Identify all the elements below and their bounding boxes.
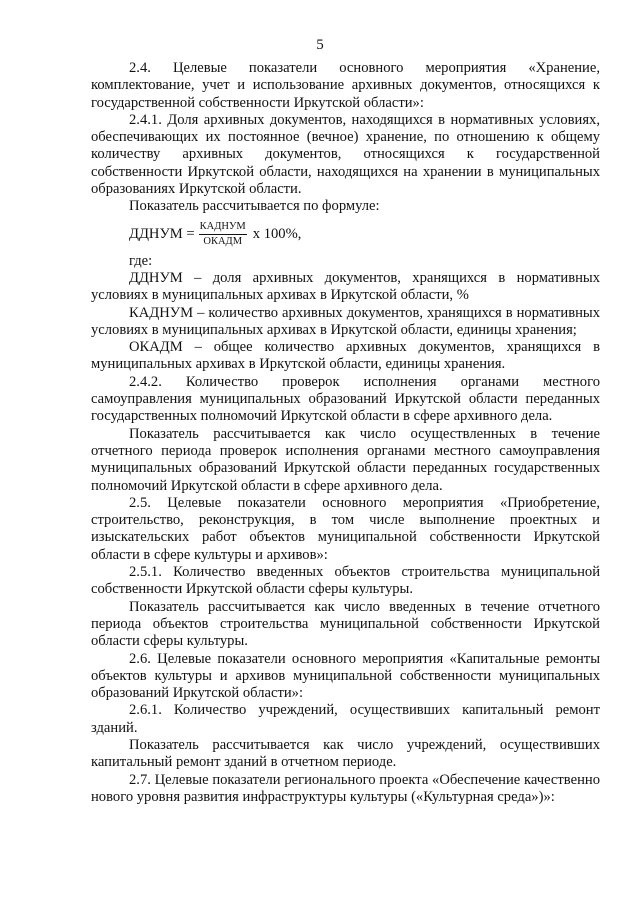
document-body [91, 60, 600, 806]
calculation-2-5-1: Показатель рассчитывается как число введенных в течение отчетного периода объектов строительства муниципальной собственности Иркутской области сферы культуры. [91, 598, 600, 650]
formula-fraction [199, 221, 247, 248]
formula-lhs: ДДНУМ = [129, 226, 195, 243]
calculation-2-6-1: Показатель рассчитывается как число учреждений, осуществивших капитальный ремонт зданий в отчетном периоде. [91, 736, 600, 771]
definition-kadnum: КАДНУМ – количество архивных документов, хранящихся в нормативных условиях в муниципальных архивах в Иркутской области, единицы хранения; [91, 304, 600, 338]
formula-rhs: х 100%, [252, 226, 302, 243]
indicator-2-6-1: 2.6.1. Количество учреждений, осуществивших капитальный ремонт зданий. [91, 702, 600, 736]
page-number: 5 [316, 37, 324, 53]
indicator-2-5-1: 2.5.1. Количество введенных объектов строительства муниципальной собственности Иркутской области сферы культуры. [91, 564, 600, 598]
section-2-6-heading: 2.6. Целевые показатели основного мероприятия «Капитальные ремонты объектов культуры и архивов муниципальной собственности муниципальных образований Иркутской области»: [91, 650, 600, 702]
calculation-2-4-2: Показатель рассчитывается как число осуществленных в течение отчетного периода проверок исполнения органами местного самоуправления муниципальных образований Иркутской области переданных государственных полномочий Иркутской области в сфере архивного дела. [91, 425, 600, 494]
section-2-4-heading: 2.4. Целевые показатели основного мероприятия «Хранение, комплектование, учет и использование архивных документов, относящихся к государственной собственности Иркутской области»: [91, 60, 600, 111]
formula-denominator: ОКАДМ [203, 236, 243, 248]
indicator-2-4-2: 2.4.2. Количество проверок исполнения органами местного самоуправления муниципальных образований Иркутской области переданных государственных полномочий Иркутской области в сфере архивного дела. [91, 373, 600, 425]
section-2-7-heading: 2.7. Целевые показатели регионального проекта «Обеспечение качественно нового уровня развития инфраструктуры культуры («Культурная среда»)»: [91, 771, 600, 805]
section-2-5-heading: 2.5. Целевые показатели основного мероприятия «Приобретение, строительство, реконструкция, в том числе выполнение проектных и изыскательских работ объектов муниципальной собственности Иркутской области в сфере культуры и архивов»: [91, 494, 600, 563]
indicator-2-4-1: 2.4.1. Доля архивных документов, находящихся в нормативных условиях, обеспечивающих их постоянное (вечное) хранение, по отношению к общему количеству архивных документов, относящихся к государственной собственности Иркутской области, находящихся на хранении в муниципальных образованиях Иркутской области. [91, 111, 600, 198]
definition-okadm: ОКАДМ – общее количество архивных документов, хранящихся в муниципальных архивах в Иркутской области, единицы хранения. [91, 339, 600, 373]
where-label: где: [129, 252, 153, 269]
formula [91, 219, 600, 251]
formula-intro: Показатель рассчитывается по формуле: [129, 198, 380, 215]
definition-ddnum: ДДНУМ – доля архивных документов, хранящихся в нормативных условиях в муниципальных архивах в Иркутской области, % [91, 269, 600, 304]
formula-numerator: КАДНУМ [199, 221, 247, 235]
